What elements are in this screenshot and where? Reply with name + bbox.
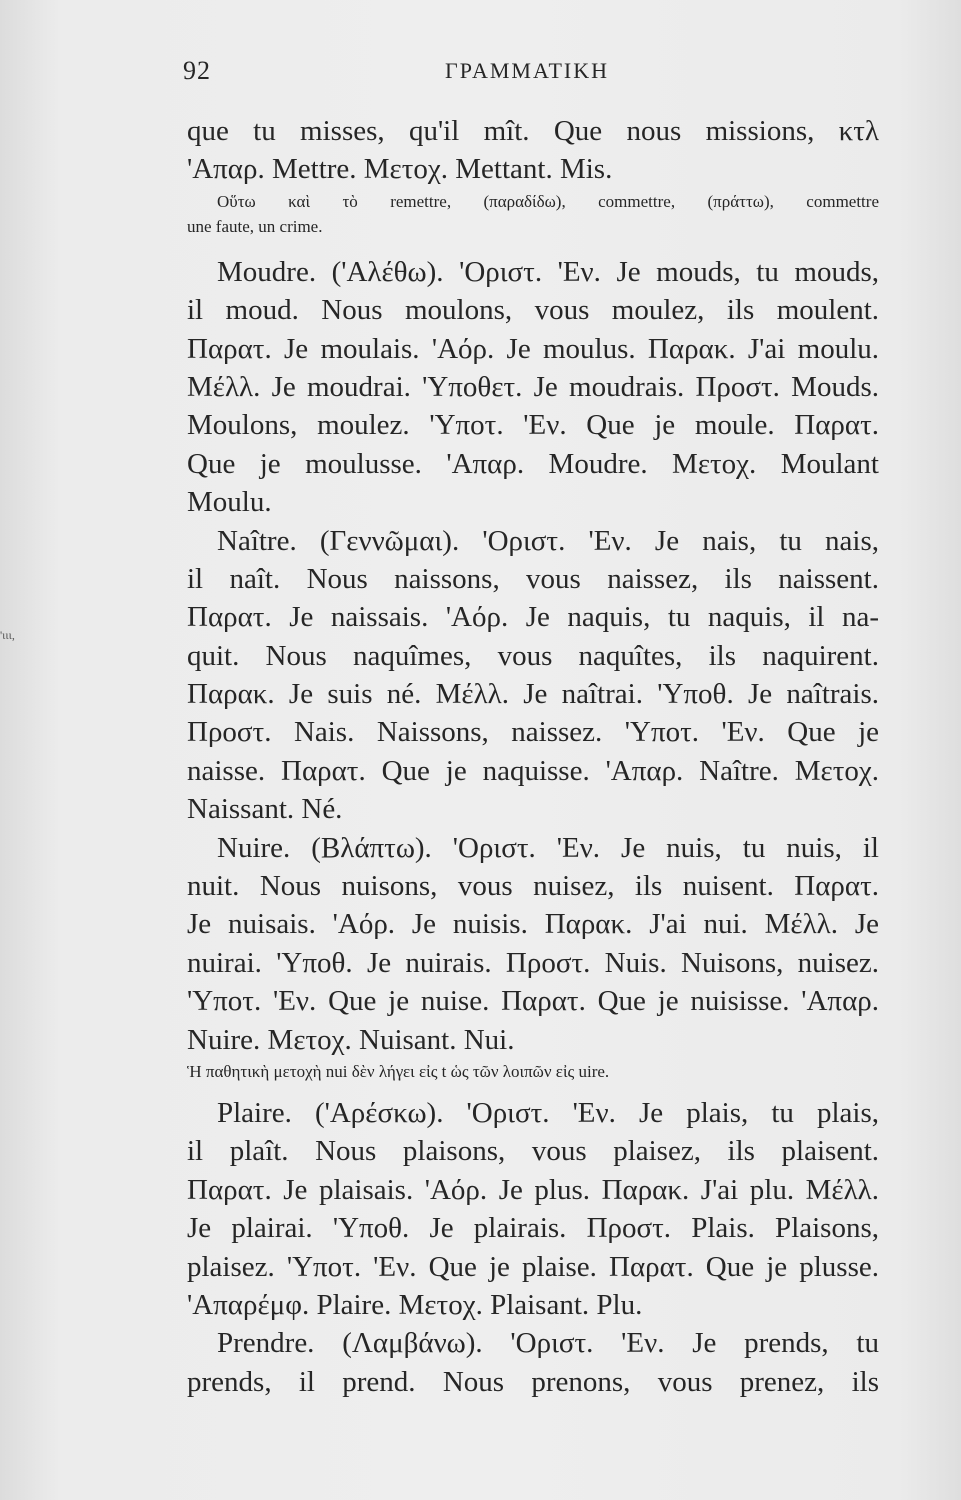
text-line: prends, il prend. Nous prenons, vous prenez, ils [187,1365,879,1398]
text-line: Παρατ. Je plaisais. 'Αόρ. Je plus. Παρακ. J'ai plu. Μέλλ. [187,1173,879,1206]
page-header [183,56,883,90]
text-line: Προστ. Nais. Naissons, naissez. 'Υποτ. 'Εν. Que je [187,716,879,749]
entry-line-moudre: Moudre. ('Αλέθω). 'Οριστ. 'Εν. Je mouds, tu mouds, [217,255,879,288]
text-line: 'Απαρέμφ. Plaire. Μετοχ. Plaisant. Plu. [187,1288,643,1321]
text-line: il naît. Nous naissons, vous naissez, ils naissent. [187,562,879,595]
entry-line-naitre: Naître. (Γεννῶμαι). 'Οριστ. 'Εν. Je nais, tu nais, [217,524,879,557]
running-title: ΓΡΑΜΜΑΤΙΚΗ [445,58,609,83]
text-line: nuit. Nous nuisons, vous nuisez, ils nuisent. Παρατ. [187,870,879,903]
entry-line-nuire: Nuire. (Βλάπτω). 'Οριστ. 'Εν. Je nuis, tu nuis, il [217,831,879,864]
text-line: plaisez. 'Υποτ. 'Εν. Que je plaise. Παρατ. Que je plusse. [187,1250,879,1283]
page-number: 92 [183,56,211,85]
margin-mark: 'ιιι, [0,628,15,642]
text-line: Moulons, moulez. 'Υποτ. 'Εν. Que je moule. Παρατ. [187,409,879,442]
text-line: Μέλλ. Je moudrai. 'Υποθετ. Je moudrais. Προστ. Mouds. [187,370,879,403]
text-line: quit. Nous naquîmes, vous naquîtes, ils naquirent. [187,639,879,672]
note-line: Ἡ παθητικὴ μετοχὴ nui δὲν λήγει εἰς t ὡς τῶν λοιπῶν εἰς uire. [187,1061,610,1081]
text-line: Nuire. Μετοχ. Nuisant. Nui. [187,1023,515,1056]
text-line: Παρακ. Je suis né. Μέλλ. Je naîtrai. 'Υποθ. Je naîtrais. [187,678,879,711]
text-line: 'Υποτ. 'Εν. Que je nuise. Παρατ. Que je nuisisse. 'Απαρ. [187,985,879,1018]
text-line: Que je moulusse. 'Απαρ. Moudre. Μετοχ. Moulant [187,447,879,480]
entry-line-plaire: Plaire. ('Αρέσκω). 'Οριστ. 'Εν. Je plais, tu plais, [217,1096,879,1129]
text-line: Παρατ. Je naissais. 'Αόρ. Je naquis, tu naquis, il na- [187,601,879,634]
body-text [187,112,879,1401]
text-line: 'Απαρ. Mettre. Μετοχ. Mettant. Mis. [187,153,613,186]
text-line: Je nuisais. 'Αόρ. Je nuisis. Παρακ. J'ai nui. Μέλλ. Je [187,908,879,941]
text-line: que tu misses, qu'il mît. Que nous missions, κτλ [187,115,879,147]
entry-line-prendre: Prendre. (Λαμβάνω). 'Οριστ. 'Εν. Je prends, tu [217,1327,879,1360]
text-line: Naissant. Né. [187,793,343,826]
text-line: il plaît. Nous plaisons, vous plaisez, ils plaisent. [187,1135,879,1168]
text-line: nuirai. 'Υποθ. Je nuirais. Προστ. Nuis. Nuisons, nuisez. [187,946,879,979]
note-line: Οὕτω καὶ τὸ remettre, (παραδίδω), commettre, (πράττω), commettre [217,191,879,211]
text-line: Je plairai. 'Υποθ. Je plairais. Προστ. Plais. Plaisons, [187,1212,879,1245]
text-line: il moud. Nous moulons, vous moulez, ils moulent. [187,294,879,327]
text-line: Moulu. [187,486,272,519]
note-line: une faute, un crime. [187,216,323,236]
text-line: naisse. Παρατ. Que je naquisse. 'Απαρ. Naître. Μετοχ. [187,754,879,787]
text-line: Παρατ. Je moulais. 'Αόρ. Je moulus. Παρακ. J'ai moulu. [187,332,879,365]
